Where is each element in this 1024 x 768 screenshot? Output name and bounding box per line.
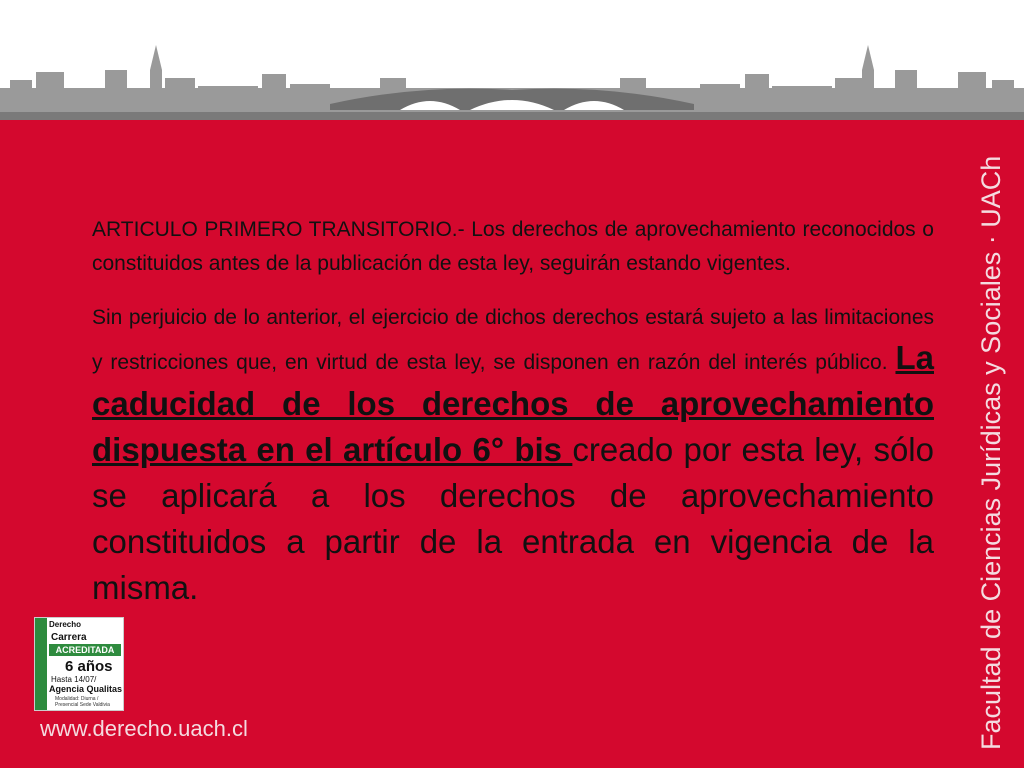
badge-years: 6 años [65,658,113,675]
paragraph-second-start: Sin perjuicio de lo anterior, el ejercicio de dichos derechos estará sujeto a las limitaciones y restricciones que, en virtud de esta ley, se disponen en razón del interés público. [92,306,934,374]
header-banner [0,0,1024,120]
badge-stripe [35,618,47,710]
badge-career: Carrera [51,632,87,643]
paragraph-second [92,301,934,611]
website-url: www.derecho.uach.cl [40,716,248,741]
badge-accredited: ACREDITADA [49,644,121,656]
paragraph-second-end: creado por esta ley, sólo se aplicará a los derechos de aprovechamiento constituidos a partir de la entrada en vigencia de la misma. [92,431,934,606]
faculty-vertical-label [964,135,1014,755]
paragraph-second-emphasis: La caducidad de los derechos de aprovechamiento dispuesta en el artículo 6° bis [92,339,934,468]
badge-modality: Modalidad: Diurna / Presencial Sede Valdivia [55,696,110,708]
faculty-vertical-text: Facultad de Ciencias Jurídicas y Sociales · UACh [976,155,1006,750]
accreditation-badge [34,617,124,711]
paragraph-article: ARTICULO PRIMERO TRANSITORIO.- Los derechos de aprovechamiento reconocidos o constituidos antes de la publicación de esta ley, seguirán estando vigentes. [92,218,934,275]
badge-until: Hasta 14/07/ [51,675,97,684]
city-skyline-illustration [0,0,1024,120]
badge-program: Derecho [49,620,82,629]
badge-agency: Agencia Qualitas [49,684,123,694]
slide-content [92,213,934,611]
